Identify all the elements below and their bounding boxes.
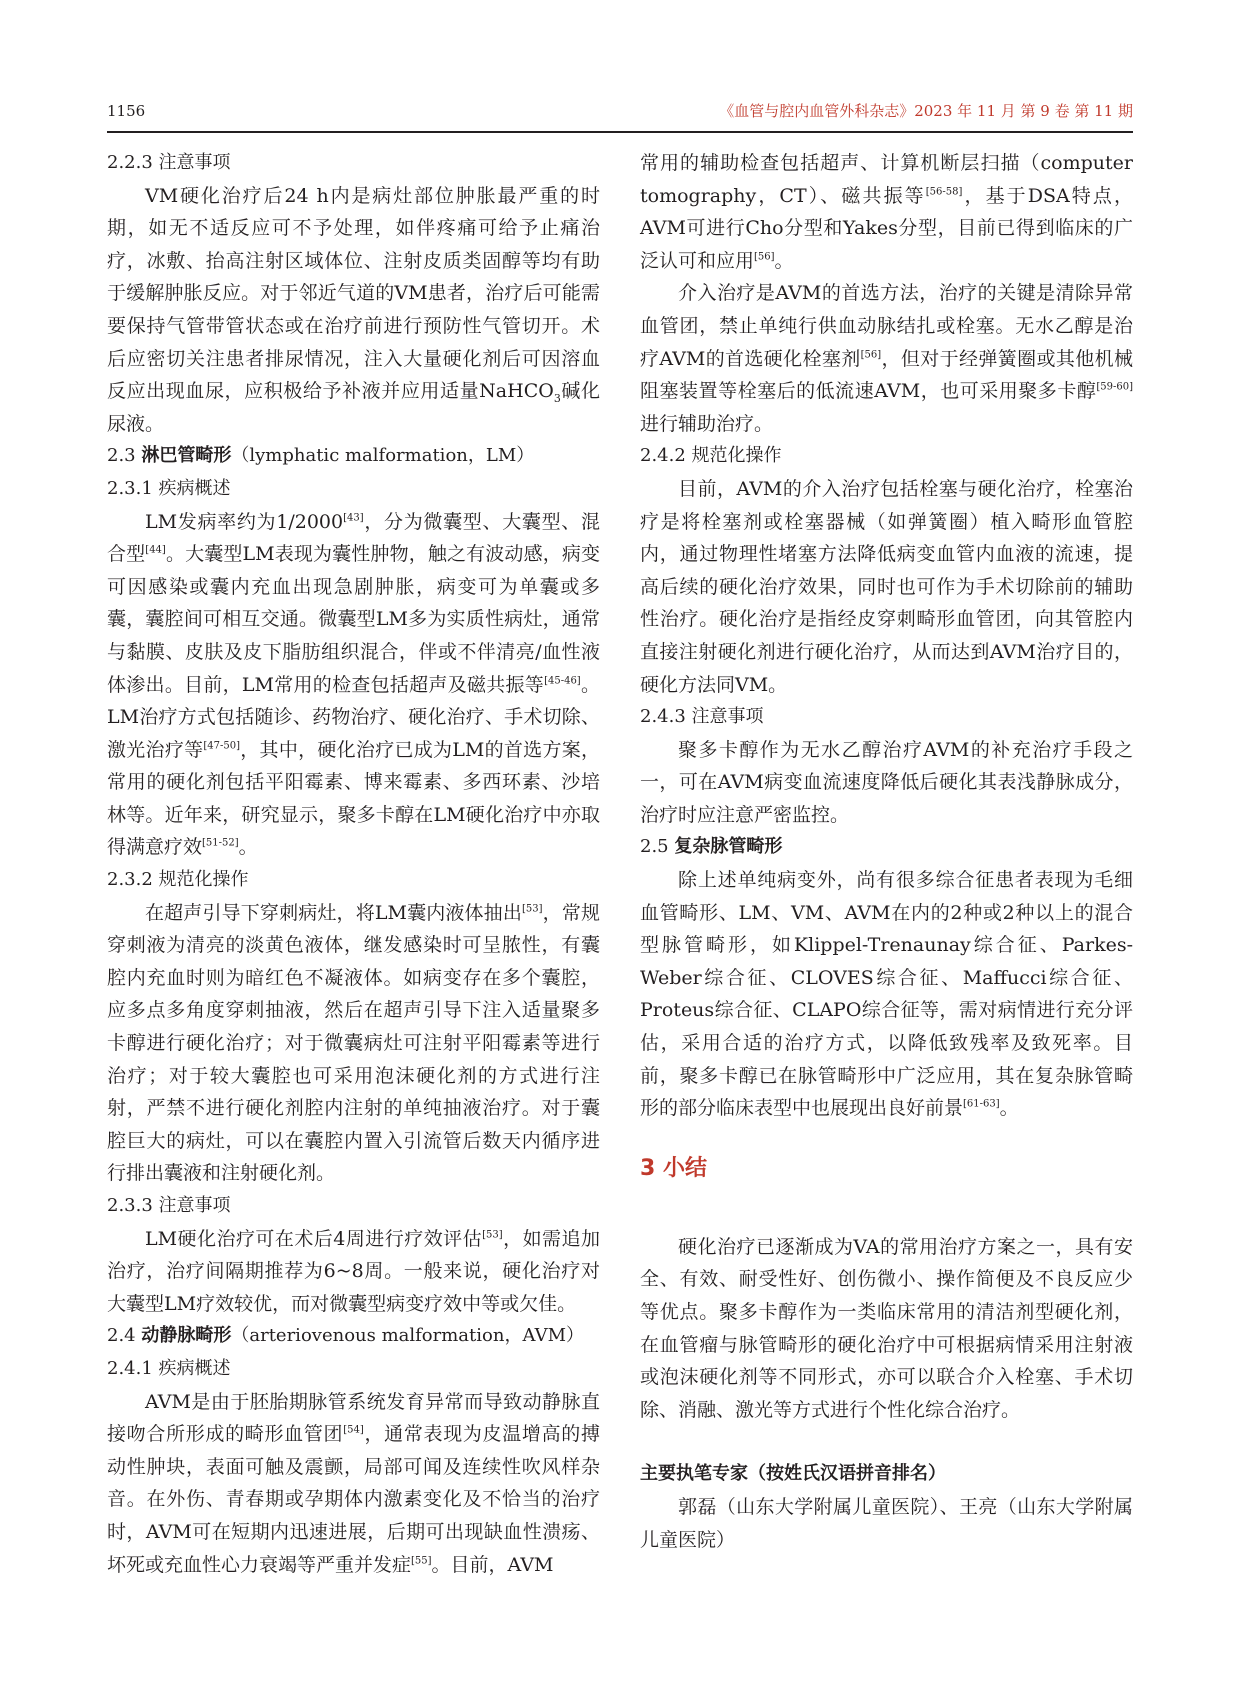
- citation: [53]: [482, 1229, 503, 1241]
- citation: [51-52]: [202, 838, 239, 850]
- citation: [56-58]: [925, 186, 963, 198]
- section-2-2-3-title: 2.2.3 注意事项: [107, 152, 231, 173]
- citation: [61-63]: [963, 1098, 1000, 1110]
- header-rule: [107, 131, 1133, 133]
- citation: [44]: [145, 544, 166, 556]
- paragraph: LM硬化治疗可在术后4周进行疗效评估[53]，如需追加治疗，治疗间隔期推荐为6~8周。一般来说，硬化治疗对大囊型LM疗效较优，而对微囊型病变疗效中等或欠佳。: [107, 1227, 600, 1315]
- paragraph: VM硬化治疗后24 h内是病灶部位肿胀最严重的时期，如无不适反应可不予处理，如伴疼痛可给予止痛治疗，冰敷、抬高注射区域体位、注射皮质类固醇等均有助于缓解肿胀反应。对于邻近气道的VM患者，治疗后可能需要保持气管带管状态或在治疗前进行预防性气管切开。术后应密切关注患者排尿情况，注入大量硬化剂后可因溶血反应出现血尿，应积极给予补液并应用适量NaHCO$_3$碱化尿液。: [107, 184, 600, 435]
- section-2-3-3-title: 2.3.3 注意事项: [107, 1195, 231, 1216]
- section-2-4-2-title: 2.4.2 规范化操作: [640, 445, 782, 467]
- section-2-4-title: 2.4 动静脉畸形（arteriovenous malformation，AVM）: [107, 1325, 584, 1347]
- citation: [54]: [343, 1424, 364, 1436]
- section-3-title: 3 小结: [640, 1155, 707, 1181]
- section-2-4-3-title: 2.4.3 注意事项: [640, 706, 764, 728]
- experts-heading: 主要执笔专家（按姓氏汉语拼音排名）: [640, 1463, 946, 1485]
- left-column: [107, 147, 600, 1581]
- citation: [59-60]: [1096, 381, 1133, 393]
- citation: [43]: [343, 512, 364, 524]
- paragraph: 聚多卡醇作为无水乙醇治疗AVM的补充治疗手段之一，可在AVM病变血流速度降低后硬化其表浅静脉成分，治疗时应注意严密监控。: [640, 738, 1133, 826]
- experts-list: 郭磊（山东大学附属儿童医院）、王亮（山东大学附属儿童医院）: [640, 1495, 1133, 1551]
- section-2-5-title: 2.5 复杂脉管畸形: [640, 836, 783, 858]
- journal-citation: 《血管与腔内血管外科杂志》2023 年 11 月 第 9 卷 第 11 期: [719, 102, 1133, 120]
- paragraph: 常用的辅助检查包括超声、计算机断层扫描（computer tomography，CT）、磁共振等[56-58]，基于DSA特点，AVM可进行Cho分型和Yakes分型，目前已得到临床的广泛认可和应用[56]。: [640, 152, 1133, 272]
- section-2-4-1-title: 2.4.1 疾病概述: [107, 1357, 231, 1379]
- page-number: 1156: [107, 102, 146, 120]
- paragraph: LM发病率约为1/2000[43]，分为微囊型、大囊型、混合型[44]。大囊型LM表现为囊性肿物，触之有波动感，病变可因感染或囊内充血出现急剧肿胀，病变可为单囊或多囊，囊腔间可相互交通。微囊型LM多为实质性病灶，通常与黏膜、皮肤及皮下脂肪组织混合，伴或不伴清亮/血性液体渗出。目前，LM常用的检查包括超声及磁共振等[45-46]。LM治疗方式包括随诊、药物治疗、硬化治疗、手术切除、激光治疗等[47-50]，其中，硬化治疗已成为LM的首选方案，常用的硬化剂包括平阳霉素、博来霉素、多西环素、沙培林等。近年来，研究显示，聚多卡醇在LM硬化治疗中亦取得满意疗效[51-52]。: [107, 510, 600, 859]
- citation: [55]: [411, 1555, 432, 1567]
- section-2-3-2-title: 2.3.2 规范化操作: [107, 869, 249, 891]
- section-2-3-title: 2.3 淋巴管畸形（lymphatic malformation，LM）: [107, 445, 535, 467]
- citation: [47-50]: [203, 740, 241, 752]
- section-2-3-1-title: 2.3.1 疾病概述: [107, 477, 231, 499]
- paragraph: 介入治疗是AVM的首选方法，治疗的关键是清除异常血管团，禁止单纯行供血动脉结扎或栓塞。无水乙醇是治疗AVM的首选硬化栓塞剂[56]，但对于经弹簧圈或其他机械阻塞装置等栓塞后的低流速AVM，也可采用聚多卡醇[59-60]进行辅助治疗。: [640, 282, 1133, 435]
- page-header: [107, 96, 1133, 126]
- right-column: [640, 147, 1133, 1556]
- paragraph: 硬化治疗已逐渐成为VA的常用治疗方案之一，具有安全、有效、耐受性好、创伤微小、操作简便及不良反应少等优点。聚多卡醇作为一类临床常用的清洁剂型硬化剂，在血管瘤与脉管畸形的硬化治疗中可根据病情采用注射液或泡沫硬化剂等不同形式，亦可以联合介入栓塞、手术切除、消融、激光等方式进行个性化综合治疗。: [640, 1235, 1133, 1421]
- citation: [45-46]: [544, 675, 581, 687]
- citation: [56]: [860, 349, 882, 361]
- paragraph: 在超声引导下穿刺病灶，将LM囊内液体抽出[53]，常规穿刺液为清亮的淡黄色液体，继发感染时可呈脓性，有囊腔内充血时则为暗红色不凝液体。如病变存在多个囊腔，应多点多角度穿刺抽液，然后在超声引导下注入适量聚多卡醇进行硬化治疗；对于微囊病灶可注射平阳霉素等进行治疗；对于较大囊腔也可采用泡沫硬化剂的方式进行注射，严禁不进行硬化剂腔内注射的单纯抽液治疗。对于囊腔巨大的病灶，可以在囊腔内置入引流管后数天内循序进行排出囊液和注射硬化剂。: [107, 901, 600, 1185]
- citation: [56]: [754, 251, 775, 263]
- paragraph: AVM是由于胚胎期脉管系统发育异常而导致动静脉直接吻合所形成的畸形血管团[54]，通常表现为皮温增高的搏动性肿块，表面可触及震颤，局部可闻及连续性吹风样杂音。在外伤、青春期或孕期体内激素变化及不恰当的治疗时，AVM可在短期内迅速进展，后期可出现缺血性溃疡、坏死或充血性心力衰竭等严重并发症[55]。目前，AVM: [107, 1390, 600, 1576]
- paragraph: 目前，AVM的介入治疗包括栓塞与硬化治疗，栓塞治疗是将栓塞剂或栓塞器械（如弹簧圈）植入畸形血管腔内，通过物理性堵塞方法降低病变血管内血液的流速，提高后续的硬化治疗效果，同时也可作为手术切除前的辅助性治疗。硬化治疗是指经皮穿刺畸形血管团，向其管腔内直接注射硬化剂进行硬化治疗，从而达到AVM治疗目的，硬化方法同VM。: [640, 477, 1133, 696]
- paragraph: 除上述单纯病变外，尚有很多综合征患者表现为毛细血管畸形、LM、VM、AVM在内的2种或2种以上的混合型脉管畸形，如Klippel-Trenaunay综合征、Parkes-Weber综合征、CLOVES综合征、Maffucci综合征、Proteus综合征、CLAPO综合征等，需对病情进行充分评估，采用合适的治疗方式，以降低致残率及致死率。目前，聚多卡醇已在脉管畸形中广泛应用，其在复杂脉管畸形的部分临床表型中也展现出良好前景[61-63]。: [640, 869, 1133, 1120]
- citation: [53]: [522, 903, 543, 915]
